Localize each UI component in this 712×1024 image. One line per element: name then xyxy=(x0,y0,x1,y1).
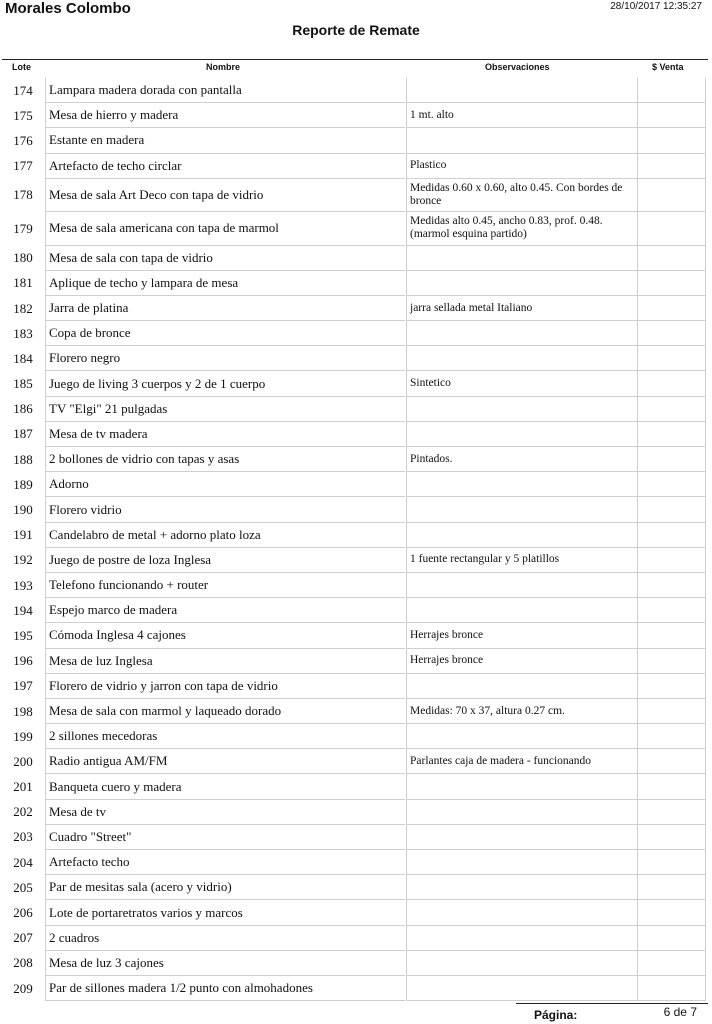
lot-number: 199 xyxy=(13,728,33,744)
lot-sale-price xyxy=(637,724,706,749)
lot-observations: 1 mt. alto xyxy=(406,103,637,128)
table-row xyxy=(0,371,712,396)
lot-number: 195 xyxy=(13,627,33,643)
table-row xyxy=(0,674,712,699)
lot-sale-price xyxy=(637,523,706,548)
lot-sale-price xyxy=(637,212,706,245)
lot-number: 204 xyxy=(13,854,33,870)
lot-name: 2 bollones de vidrio con tapas y asas xyxy=(45,447,405,472)
lot-sale-price xyxy=(637,926,706,951)
lot-name: Mesa de tv madera xyxy=(45,422,405,447)
table-row xyxy=(0,774,712,799)
lot-observations: 1 fuente rectangular y 5 platillos xyxy=(406,548,637,573)
lot-sale-price xyxy=(637,951,706,976)
lot-number: 205 xyxy=(13,879,33,895)
lot-number: 178 xyxy=(13,187,33,203)
lot-sale-price xyxy=(637,422,706,447)
lot-observations xyxy=(406,271,637,296)
lot-sale-price xyxy=(637,371,706,396)
lot-observations: Herrajes bronce xyxy=(406,649,637,674)
lot-number: 189 xyxy=(13,476,33,492)
lot-observations: Plastico xyxy=(406,154,637,179)
lot-sale-price xyxy=(637,900,706,925)
lot-number: 177 xyxy=(13,158,33,174)
lot-sale-price xyxy=(637,296,706,321)
table-row xyxy=(0,749,712,774)
lot-number: 187 xyxy=(13,426,33,442)
lot-sale-price xyxy=(637,548,706,573)
table-row xyxy=(0,128,712,153)
lot-name: 2 cuadros xyxy=(45,926,405,951)
lot-observations xyxy=(406,78,637,103)
lot-observations xyxy=(406,875,637,900)
lot-sale-price xyxy=(637,103,706,128)
lot-name: Telefono funcionando + router xyxy=(45,573,405,598)
lot-observations: Medidas alto 0.45, ancho 0.83, prof. 0.48. (marmol esquina partido) xyxy=(406,212,637,245)
table-row xyxy=(0,598,712,623)
lot-observations xyxy=(406,976,637,1001)
lot-observations xyxy=(406,800,637,825)
lot-name: Artefacto de techo circlar xyxy=(45,154,405,179)
lot-name: Florero vidrio xyxy=(45,497,405,522)
report-title: Reporte de Remate xyxy=(292,22,420,38)
lot-sale-price xyxy=(637,875,706,900)
lot-observations xyxy=(406,951,637,976)
lot-observations: Medidas: 70 x 37, altura 0.27 cm. xyxy=(406,699,637,724)
lot-observations xyxy=(406,674,637,699)
lot-name: Florero de vidrio y jarron con tapa de vidrio xyxy=(45,674,405,699)
lot-number: 174 xyxy=(13,82,33,98)
lot-name: Banqueta cuero y madera xyxy=(45,774,405,799)
lot-number: 185 xyxy=(13,376,33,392)
lot-number: 192 xyxy=(13,552,33,568)
lot-sale-price xyxy=(637,397,706,422)
table-row xyxy=(0,78,712,103)
lot-observations: Sintetico xyxy=(406,371,637,396)
lot-observations: Medidas 0.60 x 0.60, alto 0.45. Con bordes de bronce xyxy=(406,179,637,212)
lot-observations: Herrajes bronce xyxy=(406,623,637,648)
table-row xyxy=(0,346,712,371)
lot-name: Candelabro de metal + adorno plato loza xyxy=(45,523,405,548)
table-row xyxy=(0,497,712,522)
lot-name: Juego de living 3 cuerpos y 2 de 1 cuerpo xyxy=(45,371,405,396)
lot-sale-price xyxy=(637,128,706,153)
lot-number: 176 xyxy=(13,132,33,148)
lot-table xyxy=(0,78,712,1001)
lot-sale-price xyxy=(637,774,706,799)
lot-name: Artefacto techo xyxy=(45,850,405,875)
lot-number: 191 xyxy=(13,527,33,543)
lot-sale-price xyxy=(637,271,706,296)
column-header-observaciones: Observaciones xyxy=(485,62,550,72)
lot-observations xyxy=(406,774,637,799)
lot-name: Mesa de sala con marmol y laqueado dorado xyxy=(45,699,405,724)
column-header-venta: $ Venta xyxy=(652,62,684,72)
lot-sale-price xyxy=(637,447,706,472)
table-row xyxy=(0,472,712,497)
lot-sale-price xyxy=(637,825,706,850)
lot-name: Mesa de luz 3 cajones xyxy=(45,951,405,976)
table-row xyxy=(0,212,712,245)
lot-sale-price xyxy=(637,623,706,648)
lot-sale-price xyxy=(637,598,706,623)
lot-number: 180 xyxy=(13,250,33,266)
lot-observations: Parlantes caja de madera - funcionando xyxy=(406,749,637,774)
lot-sale-price xyxy=(637,472,706,497)
lot-observations xyxy=(406,346,637,371)
table-row xyxy=(0,850,712,875)
table-row xyxy=(0,246,712,271)
lot-number: 181 xyxy=(13,275,33,291)
table-row xyxy=(0,523,712,548)
lot-sale-price xyxy=(637,321,706,346)
table-row xyxy=(0,825,712,850)
page-count: 6 de 7 xyxy=(663,1005,697,1019)
lot-name: Mesa de sala con tapa de vidrio xyxy=(45,246,405,271)
lot-observations: jarra sellada metal Italiano xyxy=(406,296,637,321)
lot-name: 2 sillones mecedoras xyxy=(45,724,405,749)
lot-observations xyxy=(406,598,637,623)
lot-name: Juego de postre de loza Inglesa xyxy=(45,548,405,573)
company-name: Morales Colombo xyxy=(5,0,131,17)
table-row xyxy=(0,800,712,825)
lot-name: Copa de bronce xyxy=(45,321,405,346)
lot-sale-price xyxy=(637,800,706,825)
lot-number: 198 xyxy=(13,703,33,719)
lot-number: 197 xyxy=(13,678,33,694)
lot-number: 196 xyxy=(13,653,33,669)
table-row xyxy=(0,976,712,1001)
lot-observations xyxy=(406,573,637,598)
lot-number: 193 xyxy=(13,577,33,593)
lot-name: Mesa de luz Inglesa xyxy=(45,649,405,674)
lot-name: Par de mesitas sala (acero y vidrio) xyxy=(45,875,405,900)
lot-name: Lampara madera dorada con pantalla xyxy=(45,78,405,103)
lot-observations xyxy=(406,900,637,925)
table-row xyxy=(0,875,712,900)
lot-number: 201 xyxy=(13,779,33,795)
lot-number: 183 xyxy=(13,325,33,341)
lot-number: 184 xyxy=(13,350,33,366)
report-datetime: 28/10/2017 12:35:27 xyxy=(610,1,702,12)
lot-observations xyxy=(406,825,637,850)
column-header-lote: Lote xyxy=(12,62,31,72)
table-row xyxy=(0,699,712,724)
table-row xyxy=(0,649,712,674)
lot-name: Cuadro "Street" xyxy=(45,825,405,850)
lot-sale-price xyxy=(637,976,706,1001)
table-row xyxy=(0,271,712,296)
lot-number: 206 xyxy=(13,905,33,920)
lot-number: 203 xyxy=(13,829,33,845)
table-row xyxy=(0,422,712,447)
lot-sale-price xyxy=(637,674,706,699)
lot-name: Estante en madera xyxy=(45,128,405,153)
lot-number: 182 xyxy=(13,300,33,316)
table-row xyxy=(0,548,712,573)
lot-sale-price xyxy=(637,699,706,724)
table-row xyxy=(0,951,712,976)
lot-name: TV "Elgi" 21 pulgadas xyxy=(45,397,405,422)
lot-observations xyxy=(406,397,637,422)
page-label: Página: xyxy=(534,1008,578,1022)
lot-sale-price xyxy=(637,649,706,674)
lot-name: Mesa de sala Art Deco con tapa de vidrio xyxy=(45,179,405,212)
table-row xyxy=(0,179,712,212)
table-row xyxy=(0,926,712,951)
table-row xyxy=(0,900,712,925)
lot-number: 208 xyxy=(13,955,33,971)
lot-number: 194 xyxy=(13,602,33,618)
lot-sale-price xyxy=(637,346,706,371)
table-row xyxy=(0,154,712,179)
lot-observations xyxy=(406,523,637,548)
lot-observations: Pintados. xyxy=(406,447,637,472)
lot-sale-price xyxy=(637,573,706,598)
table-row xyxy=(0,724,712,749)
lot-name: Mesa de hierro y madera xyxy=(45,103,405,128)
lot-observations xyxy=(406,321,637,346)
lot-sale-price xyxy=(637,850,706,875)
lot-sale-price xyxy=(637,246,706,271)
lot-name: Cómoda Inglesa 4 cajones xyxy=(45,623,405,648)
lot-observations xyxy=(406,497,637,522)
lot-name: Espejo marco de madera xyxy=(45,598,405,623)
lot-sale-price xyxy=(637,749,706,774)
lot-name: Par de sillones madera 1/2 punto con almohadones xyxy=(45,976,405,1001)
table-row xyxy=(0,447,712,472)
lot-observations xyxy=(406,926,637,951)
lot-name: Adorno xyxy=(45,472,405,497)
lot-observations xyxy=(406,472,637,497)
lot-number: 209 xyxy=(13,980,33,996)
lot-observations xyxy=(406,724,637,749)
lot-sale-price xyxy=(637,497,706,522)
lot-observations xyxy=(406,246,637,271)
lot-number: 207 xyxy=(13,930,33,946)
column-header-nombre: Nombre xyxy=(206,62,241,72)
lot-observations xyxy=(406,422,637,447)
lot-name: Aplique de techo y lampara de mesa xyxy=(45,271,405,296)
lot-number: 179 xyxy=(13,220,33,236)
lot-observations xyxy=(406,128,637,153)
lot-sale-price xyxy=(637,179,706,212)
lot-observations xyxy=(406,850,637,875)
lot-number: 175 xyxy=(13,107,33,123)
lot-name: Mesa de tv xyxy=(45,800,405,825)
table-row xyxy=(0,397,712,422)
lot-name: Jarra de platina xyxy=(45,296,405,321)
footer-divider xyxy=(516,1003,708,1004)
table-row xyxy=(0,103,712,128)
table-row xyxy=(0,623,712,648)
table-row xyxy=(0,321,712,346)
lot-name: Florero negro xyxy=(45,346,405,371)
table-row xyxy=(0,573,712,598)
table-row xyxy=(0,296,712,321)
lot-number: 202 xyxy=(13,804,33,820)
lot-number: 188 xyxy=(13,451,33,467)
lot-sale-price xyxy=(637,154,706,179)
lot-sale-price xyxy=(637,78,706,103)
lot-name: Radio antigua AM/FM xyxy=(45,749,405,774)
lot-number: 200 xyxy=(13,753,33,769)
lot-name: Mesa de sala americana con tapa de marmol xyxy=(45,212,405,245)
lot-number: 186 xyxy=(13,401,33,417)
lot-name: Lote de portaretratos varios y marcos xyxy=(45,900,405,925)
lot-number: 190 xyxy=(13,502,33,517)
header-divider xyxy=(2,59,708,60)
